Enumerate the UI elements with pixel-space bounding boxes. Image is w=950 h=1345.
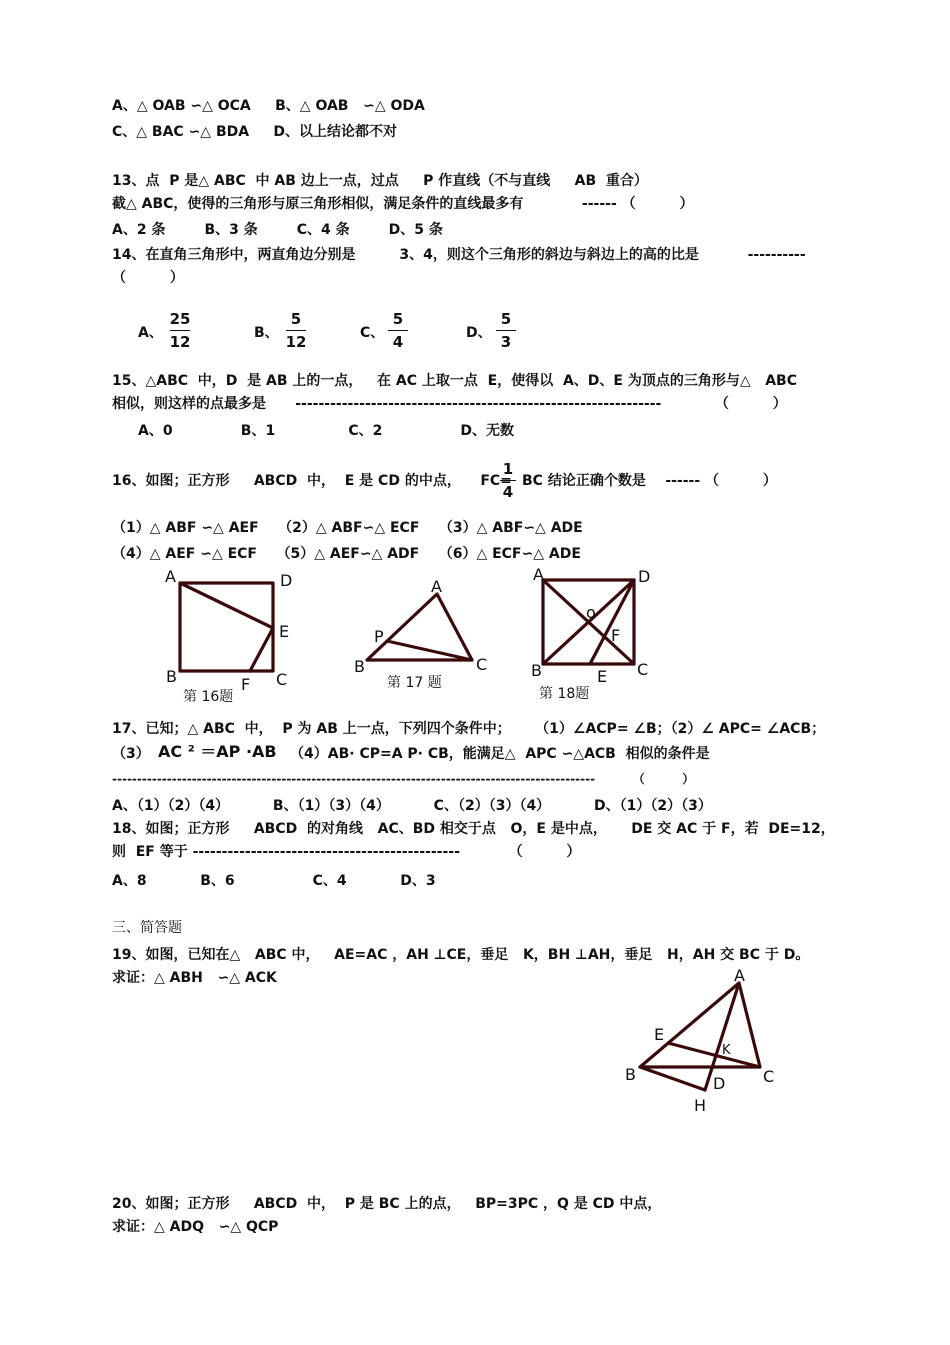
fraction-denominator: 4 — [502, 483, 514, 501]
fig16-label-e: E — [279, 622, 290, 641]
fig16-label-f: F — [241, 675, 251, 694]
fig19-label-k: K — [722, 1043, 731, 1058]
q17-line2-rest: （4）AB· CP=A P· CB，能满足△ APC ∽△ACB 相似的条件是 — [290, 746, 710, 762]
fig18-caption: 第 18题 — [539, 686, 590, 702]
q14-option-a-label: A、 — [138, 325, 163, 341]
fig17-label-b: B — [354, 657, 365, 676]
figure-16-square — [180, 583, 273, 671]
q14-line2: （ ） — [112, 270, 184, 286]
q12-options-ab: A、△ OAB ∽△ OCA B、△ OAB ∽△ ODA — [112, 98, 425, 114]
fraction-numerator: 5 — [290, 310, 302, 328]
q17-line2-prefix: （3） — [112, 746, 150, 762]
q19-line1: 19、如图，已知在△ ABC 中， AE=AC ，AH ⊥CE，垂足 K，BH ⊥AH，垂足 H，AH 交 BC 于 D。 — [112, 947, 810, 963]
fig18-label-o: o — [586, 603, 596, 622]
q17-line1: 17、已知；△ ABC 中， P 为 AB 上一点，下列四个条件中； （1）∠ACP= ∠B；（2）∠ APC= ∠ACB； — [112, 721, 826, 737]
q14-option-b-label: B、 — [254, 325, 279, 341]
q17-line3: ------------------------------------------------------------------------------------------------- （ ） — [112, 772, 695, 786]
fig17-label-p: P — [374, 627, 384, 646]
fraction-denominator: 12 — [169, 333, 191, 351]
fraction-denominator: 12 — [285, 333, 307, 351]
q13-line1: 13、点 P 是△ ABC 中 AB 边上一点，过点 P 作直线（不与直线 AB 重合） — [112, 173, 648, 189]
fig16-label-c: C — [276, 670, 288, 689]
q15-options: A、0 B、1 C、2 D、无数 — [138, 423, 514, 439]
fraction-numerator: 5 — [500, 310, 512, 328]
fig18-label-f: F — [611, 626, 621, 645]
fraction-numerator: 1 — [502, 460, 514, 478]
q13-line2: 截△ ABC，使得的三角形与原三角形相似，满足条件的直线最多有 ------ （ ） — [112, 196, 694, 212]
fig16-label-d: D — [280, 571, 293, 590]
fig17-label-c: C — [476, 655, 488, 674]
q16-line-post: BC 结论正确个数是 ------ （ ） — [522, 473, 777, 489]
fraction-denominator: 4 — [392, 333, 404, 351]
q18-line2: 则 EF 等于 ---------------------------------------------- （ ） — [112, 844, 581, 860]
q14-line1: 14、在直角三角形中，两直角边分别是 3、4，则这个三角形的斜边与斜边上的高的比是 ---------- — [112, 247, 806, 263]
q12-options-cd: C、△ BAC ∽△ BDA D、以上结论都不对 — [112, 124, 398, 140]
fig17-label-a: A — [431, 577, 442, 596]
q16-items-row2: （4）△ AEF ∽△ ECF （5）△ AEF∽△ ADF （6）△ ECF∽△ ADE — [112, 546, 581, 562]
q15-line1: 15、△ABC 中，D 是 AB 上的一点， 在 AC 上取一点 E，使得以 A、D、E 为顶点的三角形与△ ABC — [112, 373, 798, 389]
fig18-label-a: A — [533, 565, 544, 584]
q14-option-c-label: C、 — [360, 325, 385, 341]
fig18-label-b: B — [531, 661, 542, 680]
fig18-label-e: E — [597, 667, 608, 686]
q18-line1: 18、如图；正方形 ABCD 的对角线 AC、BD 相交于点 O，E 是中点， DE 交 AC 于 F，若 DE=12， — [112, 821, 835, 837]
fig19-label-d: D — [713, 1074, 726, 1093]
fig19-label-b: B — [625, 1065, 636, 1084]
q16-line-pre: 16、如图；正方形 ABCD 中， E 是 CD 的中点， FC= — [112, 473, 512, 489]
fig16-caption: 第 16题 — [183, 689, 234, 705]
q16-items-row1: （1）△ ABF ∽△ AEF （2）△ ABF∽△ ECF （3）△ ABF∽△ ADE — [112, 520, 583, 536]
fraction-numerator: 5 — [392, 310, 404, 328]
section-3-title: 三、简答题 — [112, 920, 182, 936]
fraction-numerator: 25 — [169, 310, 191, 328]
q20-line1: 20、如图；正方形 ABCD 中， P 是 BC 上的点， BP=3PC ，Q 是 CD 中点， — [112, 1196, 662, 1212]
fig18-label-c: C — [637, 660, 649, 679]
q18-options: A、8 B、6 C、4 D、3 — [112, 873, 436, 889]
fig19-label-c: C — [763, 1067, 775, 1086]
q17-line2-formula: AC ² ＝AP ·AB — [158, 742, 277, 761]
q15-line2: 相似，则这样的点最多是 --------------------------------------------------------------- （ ） — [112, 396, 787, 412]
q20-line2: 求证：△ ADQ ∽△ QCP — [112, 1219, 279, 1235]
figure-18-square — [543, 580, 634, 664]
q17-options: A、（1）（2）（4） B、（1）（3）（4） C、（2）（3）（4） D、（1）（2）（3） — [112, 798, 712, 814]
q13-options: A、2 条 B、3 条 C、4 条 D、5 条 — [112, 222, 443, 238]
q19-line2: 求证：△ ABH ∽△ ACK — [112, 970, 277, 986]
fig19-label-a: A — [734, 966, 745, 985]
fig18-label-d: D — [638, 567, 651, 586]
fraction-denominator: 3 — [500, 333, 512, 351]
fig16-label-a: A — [165, 567, 176, 586]
fig19-label-h: H — [694, 1096, 707, 1115]
q14-option-d-label: D、 — [466, 325, 492, 341]
fig16-label-b: B — [166, 667, 177, 686]
fig17-caption: 第 17 题 — [387, 675, 442, 691]
fig19-label-e: E — [654, 1025, 665, 1044]
